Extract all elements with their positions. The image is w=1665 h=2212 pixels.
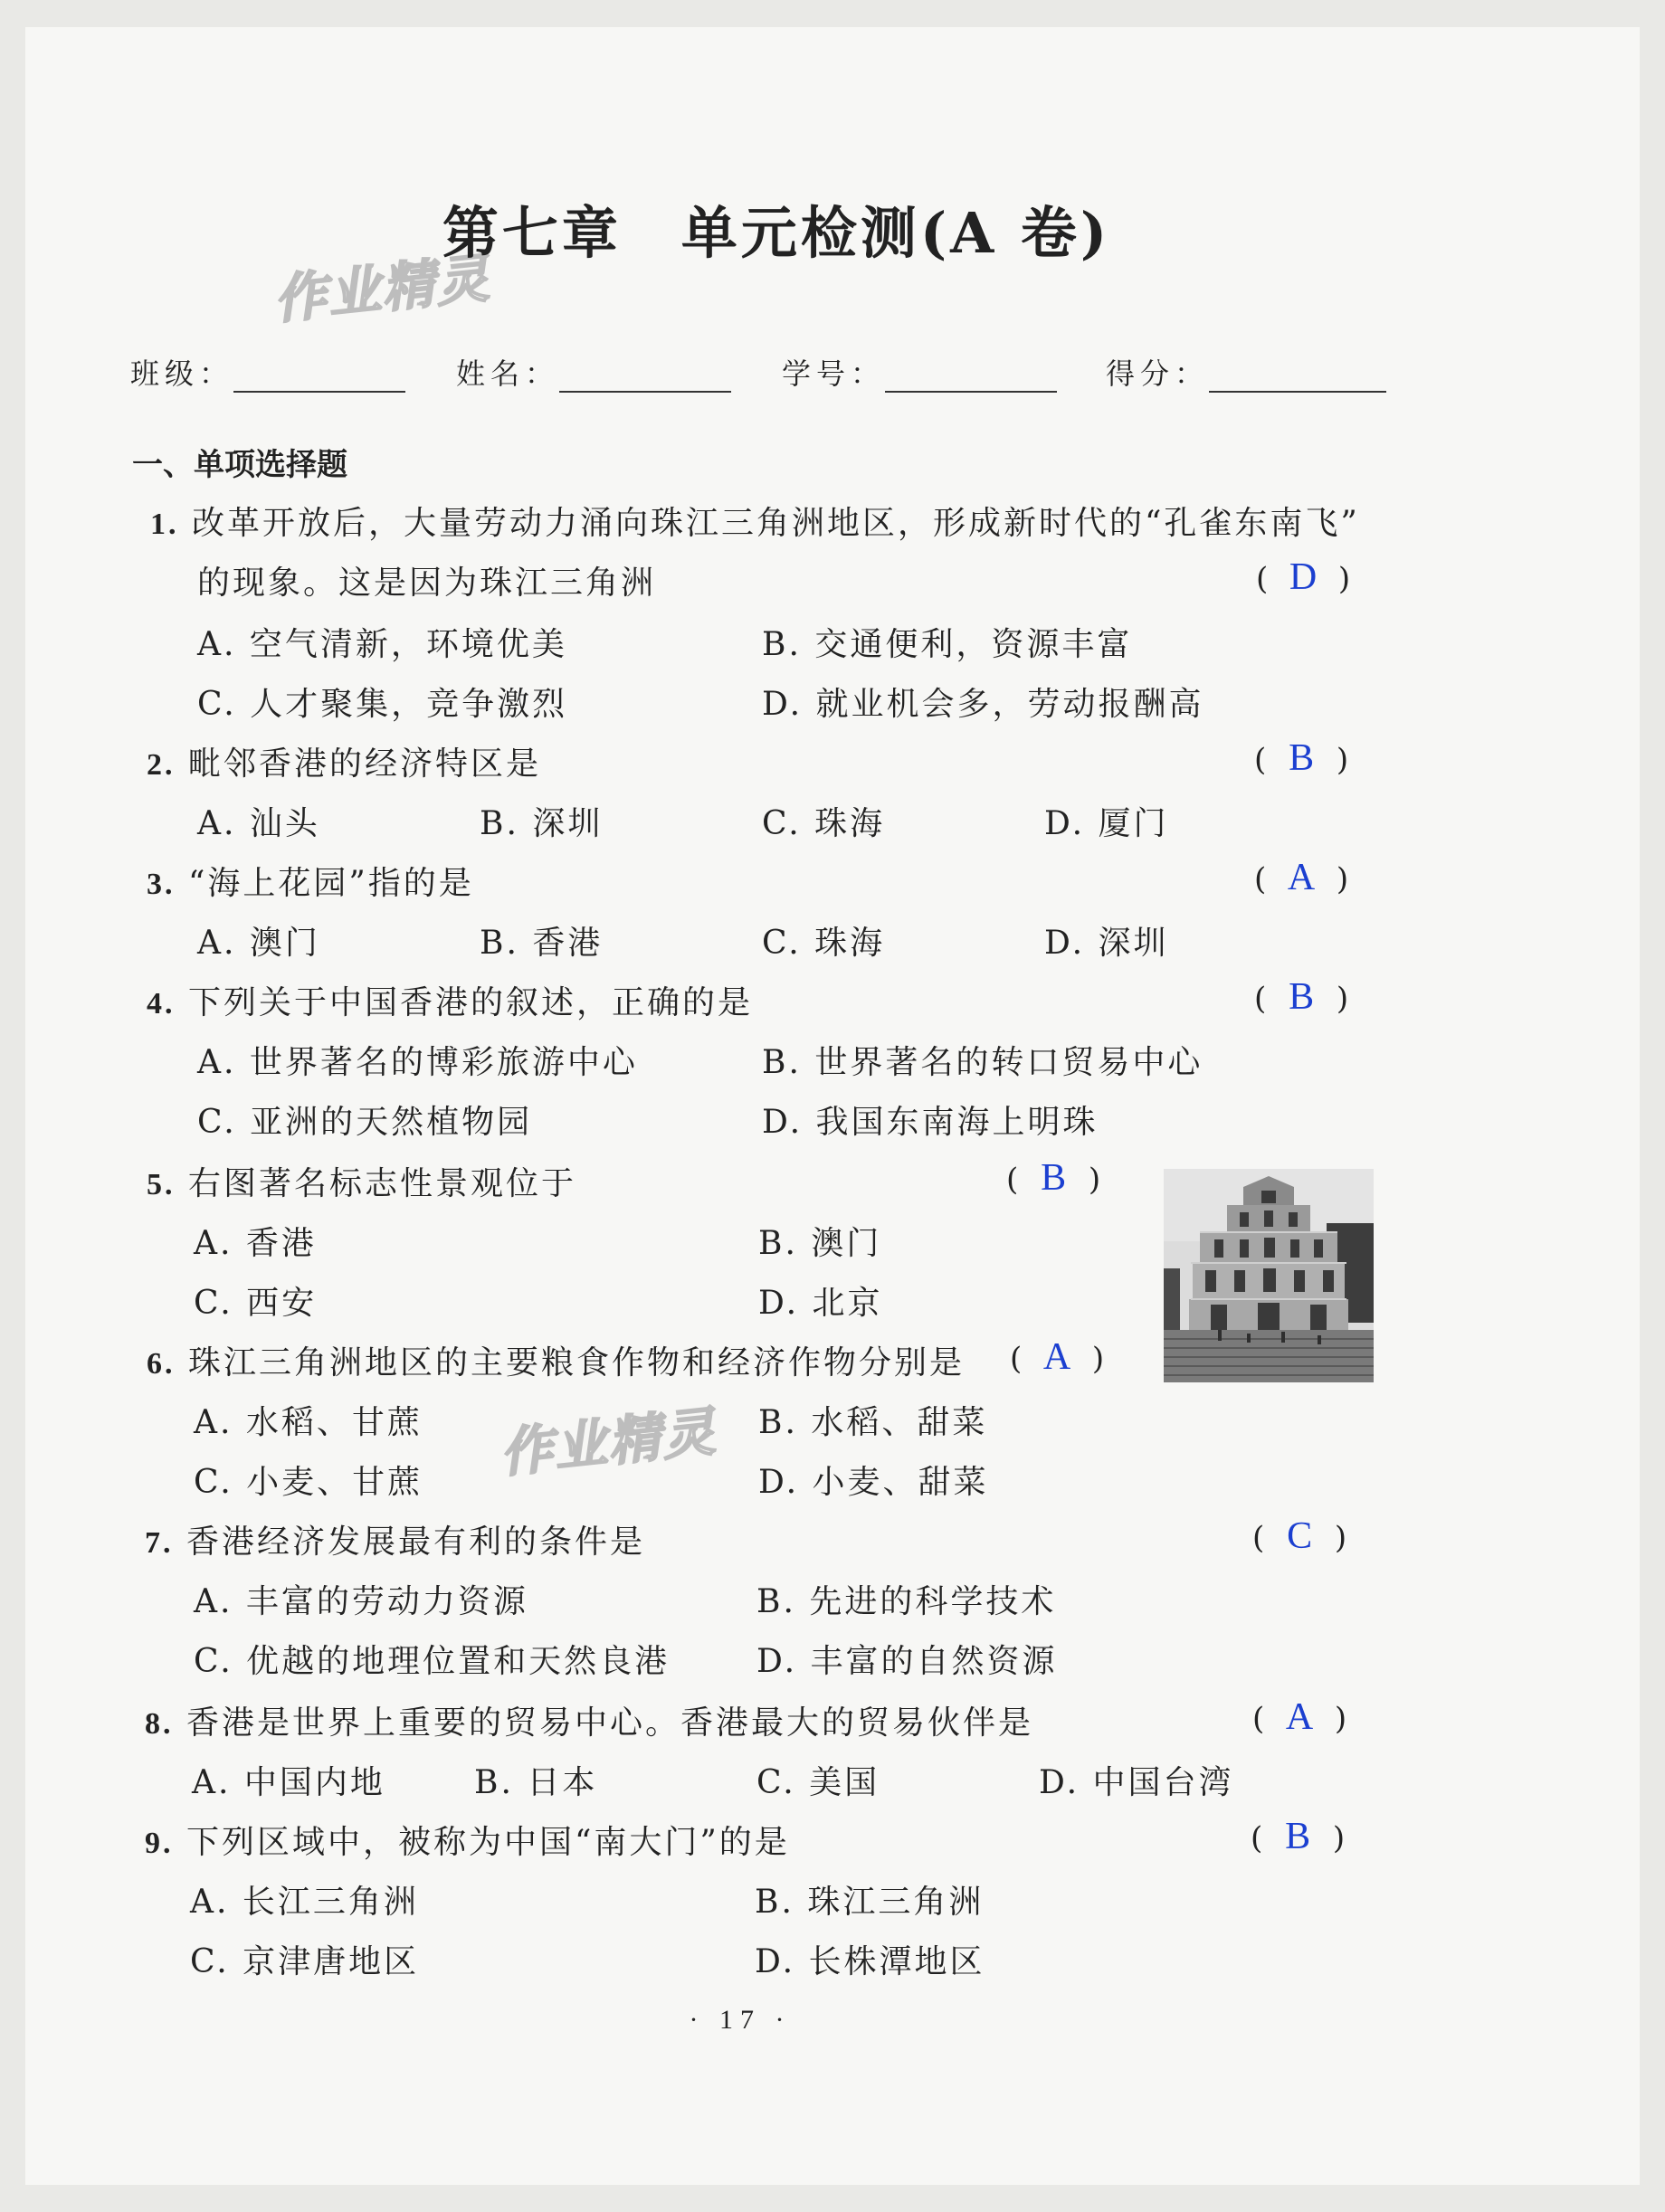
question-6-stem: [147, 1337, 965, 1383]
answer-mark: D: [1289, 556, 1318, 598]
worksheet-page: [25, 27, 1640, 2185]
section-title: 一、单项选择题: [132, 447, 347, 483]
class-blank[interactable]: [233, 360, 405, 393]
option-b: B. 日本: [474, 1764, 598, 1801]
option-b: B. 深圳: [480, 805, 604, 842]
question-9-stem: [145, 1817, 790, 1863]
question-text: 改革开放后，大量劳动力涌向珠江三角洲地区，形成新时代的“孔雀东南飞”: [191, 505, 1360, 542]
answer-mark: A: [1287, 857, 1316, 898]
option-c: C. 珠海: [762, 925, 886, 962]
option-a: A. 丰富的劳动力资源: [194, 1583, 528, 1620]
question-number: 1.: [150, 508, 179, 541]
answer-slot: ( B ): [1006, 1157, 1101, 1199]
question-number: 5.: [147, 1168, 176, 1201]
page-title: 第七章 单元检测(A 卷): [442, 200, 1111, 266]
ruins-of-st-paul-photo: [1164, 1169, 1374, 1382]
option-b: B. 世界著名的转口贸易中心: [762, 1044, 1204, 1081]
watermark: 作业精灵: [497, 1400, 720, 1485]
answer-slot: ( C ): [1252, 1515, 1347, 1557]
answer-mark: A: [1285, 1696, 1314, 1738]
option-a: A. 长江三角洲: [190, 1884, 419, 1921]
option-b: B. 先进的科学技术: [756, 1583, 1057, 1620]
class-field: [130, 351, 405, 393]
option-a: A. 澳门: [197, 925, 320, 962]
question-text: 珠江三角洲地区的主要粮食作物和经济作物分别是: [187, 1344, 965, 1381]
score-blank[interactable]: [1209, 360, 1386, 393]
answer-mark: A: [1042, 1336, 1071, 1378]
question-number: 8.: [145, 1707, 174, 1741]
option-d: D. 丰富的自然资源: [756, 1643, 1058, 1680]
question-number: 6.: [147, 1347, 176, 1381]
answer-slot: ( D ): [1256, 556, 1351, 598]
answer-slot: ( A ): [1254, 857, 1349, 898]
option-d: D. 北京: [758, 1285, 883, 1322]
option-a: A. 汕头: [197, 805, 320, 842]
question-text: 下列区域中，被称为中国“南大门”的是: [186, 1824, 790, 1861]
option-d: D. 小麦、甜菜: [758, 1464, 989, 1501]
question-text: 下列关于中国香港的叙述，正确的是: [187, 984, 753, 1021]
number-field: [782, 351, 1057, 393]
answer-slot: ( B ): [1254, 737, 1349, 779]
option-a: A. 香港: [194, 1225, 317, 1262]
page-number: · 17 ·: [689, 2005, 792, 2035]
question-1-stem: [150, 498, 1360, 544]
answer-slot: ( A ): [1010, 1336, 1105, 1378]
option-b: B. 水稻、甜菜: [758, 1404, 988, 1441]
question-5-stem: [147, 1158, 576, 1204]
answer-mark: B: [1041, 1157, 1067, 1199]
option-c: C. 亚洲的天然植物园: [197, 1104, 533, 1141]
question-2-stem: [147, 738, 541, 784]
question-number: 9.: [145, 1827, 174, 1860]
question-number: 7.: [145, 1526, 174, 1560]
answer-slot: ( B ): [1254, 976, 1349, 1018]
option-c: C. 京津唐地区: [190, 1943, 420, 1980]
option-b: B. 澳门: [758, 1225, 882, 1262]
option-c: C. 人才聚集，竞争激烈: [197, 686, 568, 723]
option-d: D. 深圳: [1044, 925, 1169, 962]
answer-mark: B: [1285, 1816, 1311, 1857]
option-c: C. 美国: [756, 1764, 880, 1801]
answer-mark: C: [1287, 1515, 1313, 1557]
option-c: C. 小麦、甘蔗: [194, 1464, 423, 1501]
answer-mark: B: [1289, 737, 1315, 779]
option-d: D. 就业机会多，劳动报酬高: [762, 686, 1204, 723]
option-b: B. 交通便利，资源丰富: [762, 626, 1133, 663]
option-a: A. 水稻、甘蔗: [194, 1404, 423, 1441]
option-d: D. 中国台湾: [1039, 1764, 1234, 1801]
option-a: A. 中国内地: [192, 1764, 385, 1801]
option-d: D. 长株潭地区: [755, 1943, 985, 1980]
option-b: B. 香港: [480, 925, 604, 962]
score-field: [1106, 351, 1386, 393]
question-text: 右图著名标志性景观位于: [187, 1165, 576, 1202]
number-label: 学号：: [782, 356, 886, 391]
option-a: A. 空气清新，环境优美: [197, 626, 567, 663]
option-c: C. 珠海: [762, 805, 886, 842]
question-number: 3.: [147, 868, 176, 901]
name-label: 姓名：: [456, 356, 560, 391]
answer-slot: ( A ): [1252, 1696, 1347, 1738]
question-7-stem: [145, 1516, 645, 1562]
option-c: C. 西安: [194, 1285, 318, 1322]
answer-slot: ( B ): [1251, 1816, 1346, 1857]
question-text: 的现象。这是因为珠江三角洲: [197, 565, 657, 602]
name-blank[interactable]: [559, 360, 731, 393]
watermark: 作业精灵: [271, 246, 494, 331]
option-a: A. 世界著名的博彩旅游中心: [197, 1044, 638, 1081]
option-b: B. 珠江三角洲: [755, 1884, 985, 1921]
name-field: [456, 351, 731, 393]
question-4-stem: [147, 977, 753, 1023]
score-label: 得分：: [1106, 356, 1210, 391]
option-d: D. 我国东南海上明珠: [762, 1104, 1099, 1141]
question-3-stem: [147, 858, 474, 904]
question-8-stem: [145, 1697, 1033, 1743]
option-c: C. 优越的地理位置和天然良港: [194, 1643, 671, 1680]
question-number: 4.: [147, 987, 176, 1021]
question-text: 香港是世界上重要的贸易中心。香港最大的贸易伙伴是: [186, 1704, 1033, 1742]
question-number: 2.: [147, 748, 176, 782]
question-text: “海上花园”指的是: [187, 865, 474, 902]
answer-mark: B: [1289, 976, 1315, 1018]
question-text: 香港经济发展最有利的条件是: [186, 1524, 645, 1561]
class-label: 班级：: [130, 356, 234, 391]
number-blank[interactable]: [885, 360, 1057, 393]
question-text: 毗邻香港的经济特区是: [187, 745, 541, 783]
option-d: D. 厦门: [1044, 805, 1169, 842]
